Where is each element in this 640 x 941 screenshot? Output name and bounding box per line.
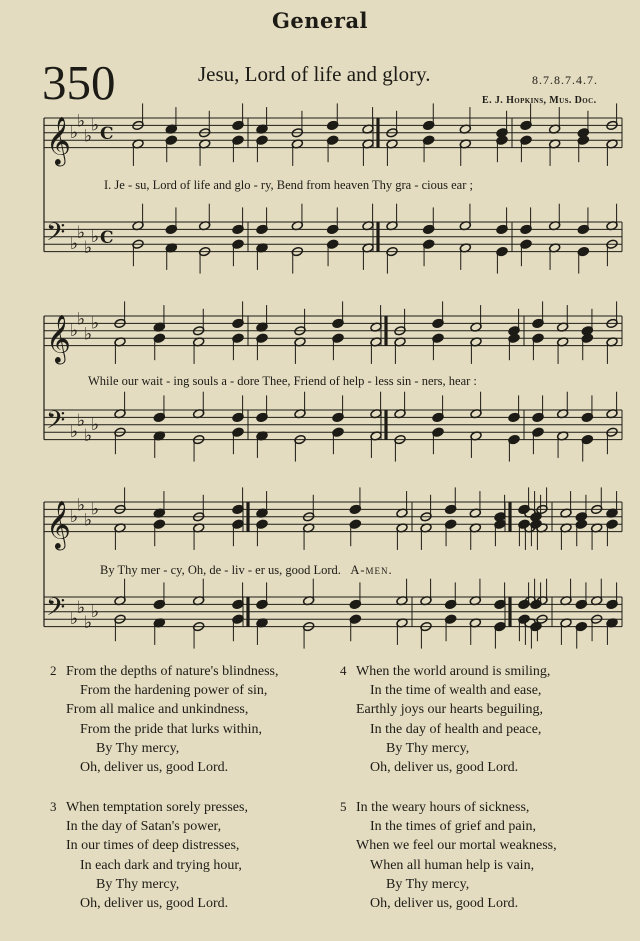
verse-line: By Thy mercy, xyxy=(386,876,470,892)
flat-icon: ♭ xyxy=(84,237,93,258)
verse-5 xyxy=(340,797,557,913)
flat-icon: ♭ xyxy=(84,126,93,147)
flat-icon: ♭ xyxy=(84,324,93,345)
treble-clef-icon: 𝄞 xyxy=(46,313,71,363)
flat-icon: ♭ xyxy=(77,495,86,516)
flat-icon: ♭ xyxy=(70,609,79,630)
flat-icon: ♭ xyxy=(77,223,86,244)
bass-clef-icon: 𝄢 xyxy=(46,218,66,254)
verse-line: In the day of Satan's power, xyxy=(66,819,222,835)
verse-line: In the day of health and peace, xyxy=(370,721,542,737)
verse-line: By Thy mercy, xyxy=(96,876,180,892)
flat-icon: ♭ xyxy=(91,313,100,334)
verse-line: From the hardening power of sin, xyxy=(80,683,268,699)
time-signature: C xyxy=(100,123,114,144)
verse-line: In the time of wealth and ease, xyxy=(370,683,542,699)
lyric-line-3-text: By Thy mer - cy, Oh, de - liv - er us, good Lord. xyxy=(100,563,341,577)
flat-icon: ♭ xyxy=(77,411,86,432)
verse-line: Oh, deliver us, good Lord. xyxy=(370,896,519,912)
flat-icon: ♭ xyxy=(70,506,79,527)
verse-line: From all malice and unkindness, xyxy=(66,702,249,718)
verse-line: Oh, deliver us, good Lord. xyxy=(370,760,519,776)
flat-icon: ♭ xyxy=(70,320,79,341)
verse-line: Oh, deliver us, good Lord. xyxy=(80,760,229,776)
flat-icon: ♭ xyxy=(91,226,100,247)
flat-icon: ♭ xyxy=(84,510,93,531)
verse-3 xyxy=(50,797,248,913)
flat-icon: ♭ xyxy=(70,122,79,143)
verse-4 xyxy=(340,661,550,777)
flat-icon: ♭ xyxy=(84,612,93,633)
lyric-line-2: While our wait - ing souls a - dore Thee, Friend of help - less sin - ners, hear : xyxy=(88,374,477,388)
lyric-line-3 xyxy=(100,563,393,578)
verse-2 xyxy=(50,661,279,777)
section-heading: General xyxy=(271,8,369,33)
hymn-title: Jesu, Lord of life and glory. xyxy=(198,62,431,86)
flat-icon: ♭ xyxy=(77,111,86,132)
flat-icon: ♭ xyxy=(77,598,86,619)
verse-line: When the world around is smiling, xyxy=(356,664,551,679)
verse-line: From the depths of nature's blindness, xyxy=(66,664,279,679)
meter: 8.7.8.7.4.7. xyxy=(532,73,598,87)
flat-icon: ♭ xyxy=(77,309,86,330)
verse-number: 4 xyxy=(340,663,347,678)
verse-line: By Thy mercy, xyxy=(386,740,470,756)
bass-clef-icon: 𝄢 xyxy=(46,406,66,442)
flat-icon: ♭ xyxy=(70,234,79,255)
flat-icon: ♭ xyxy=(91,115,100,136)
verse-line: In our times of deep distresses, xyxy=(66,838,240,854)
verse-line: In each dark and trying hour, xyxy=(80,857,242,873)
verse-number: 3 xyxy=(50,799,57,814)
verse-line: Earthly joys our hearts beguiling, xyxy=(356,702,544,718)
lyric-line-1: I. Je - su, Lord of life and glo - ry, Bend from heaven Thy gra - cious ear ; xyxy=(104,178,473,192)
flat-icon: ♭ xyxy=(70,422,79,443)
flat-icon: ♭ xyxy=(91,414,100,435)
verse-line: By Thy mercy, xyxy=(96,740,180,756)
verse-line: When temptation sorely presses, xyxy=(66,800,248,815)
verse-line: Oh, deliver us, good Lord. xyxy=(80,896,229,912)
verse-line: From the pride that lurks within, xyxy=(80,721,262,737)
time-signature: C xyxy=(100,227,114,248)
verse-number: 5 xyxy=(340,799,347,814)
flat-icon: ♭ xyxy=(91,499,100,520)
bass-clef-icon: 𝄢 xyxy=(46,593,66,629)
verse-line: In the times of grief and pain, xyxy=(370,819,537,835)
verse-line: When we feel our mortal weakness, xyxy=(356,838,557,854)
flat-icon: ♭ xyxy=(84,425,93,446)
treble-clef-icon: 𝄞 xyxy=(46,115,71,165)
hymn-number: 350 xyxy=(42,55,116,110)
verse-number: 2 xyxy=(50,663,57,678)
composer-credit: E. J. Hopkins, Mus. Doc. xyxy=(482,95,597,106)
amen-text: A-men. xyxy=(350,563,393,577)
verse-line: In the weary hours of sickness, xyxy=(356,800,530,815)
verse-line: When all human help is vain, xyxy=(370,857,535,873)
treble-clef-icon: 𝄞 xyxy=(46,499,71,549)
flat-icon: ♭ xyxy=(91,601,100,622)
